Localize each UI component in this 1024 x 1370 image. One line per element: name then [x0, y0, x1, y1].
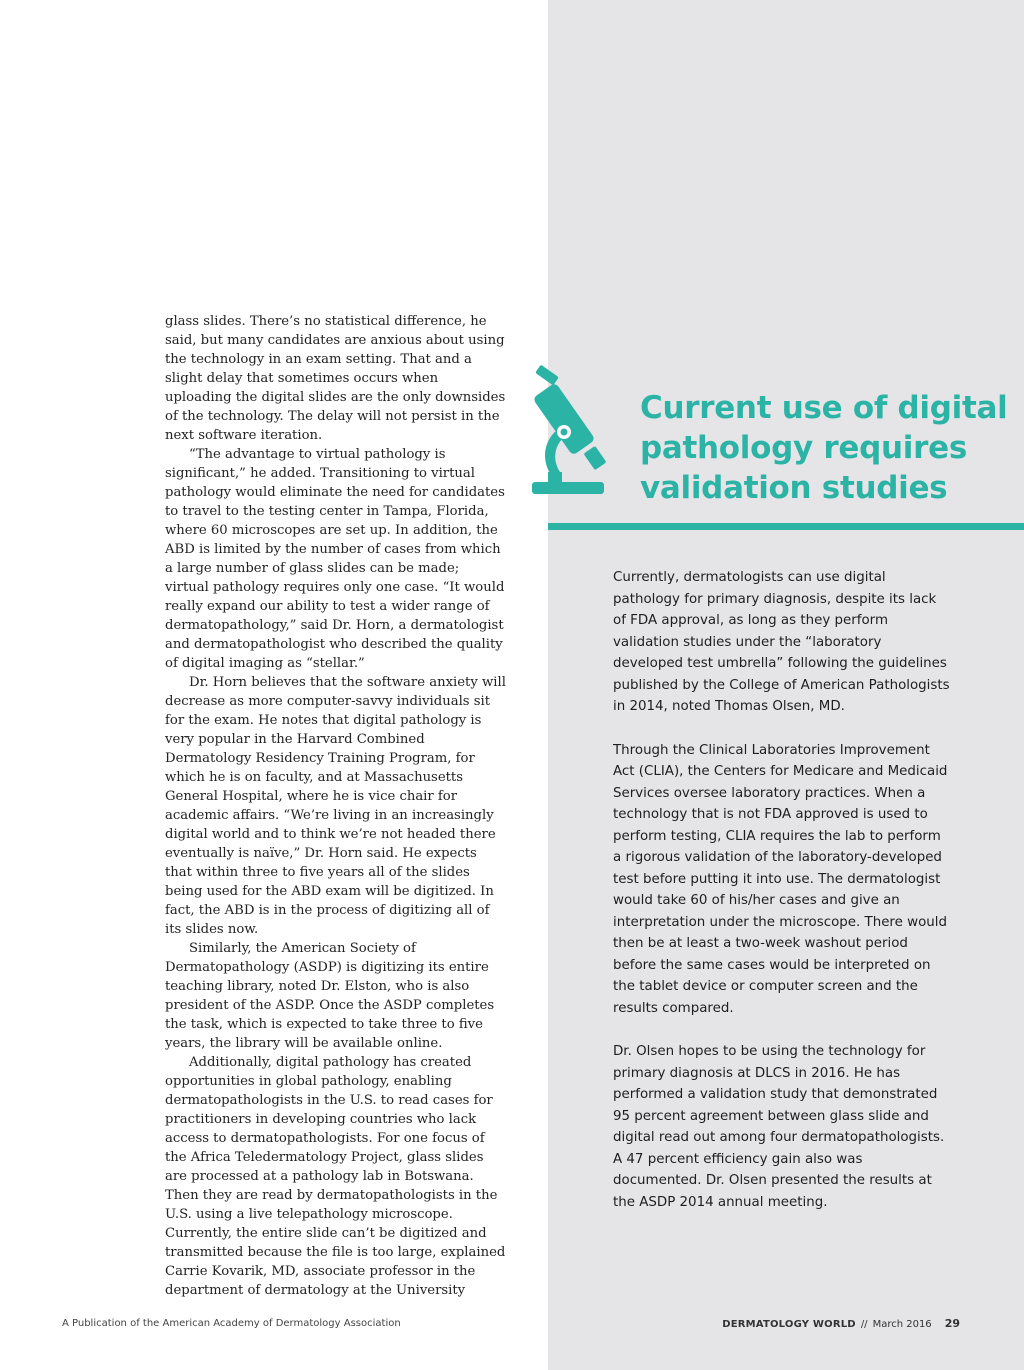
sidebar-paragraph: Dr. Olsen hopes to be using the technology for primary diagnosis at DLCS in 2016. He has performed a validation study that demonstrated 95 percent agreement between glass slide and digital read out among four dermatopathologists. A 47 percent efficiency gain also was documented. Dr. Olsen presented the results at the ASDP 2014 annual meeting.	[613, 1044, 945, 1210]
page-number: 29	[944, 1317, 960, 1330]
article-paragraph: Similarly, the American Society of Dermatopathology (ASDP) is digitizing its entire teaching library, noted Dr. Elston, who is also president of the ASDP. Once the ASDP completes the task, which is expected to take three to five years, the library will be available online.	[165, 941, 495, 1051]
article-paragraph: Additionally, digital pathology has created opportunities in global pathology, enabling dermatopathologists in the U.S. to read cases for practitioners in developing countries who lack access to dermatopathologists. For one focus of the Africa Teledermatology Project, glass slides are processed at a pathology lab in Botswana. Then they are read by dermatopathologists in the U.S. using a live telepathology microscope. Currently, the entire slide can’t be digitized and transmitted because the file is too large, explained Carrie Kovarik, MD, associate professor in the department of dermatology at the University	[165, 1055, 506, 1298]
article-paragraph: glass slides. There’s no statistical difference, he said, but many candidates are anxious about using the technology in an exam setting. That and a slight delay that sometimes occurs when uploading the digital slides are the only downsides of the technology. The delay will not persist in the next software iteration.	[165, 314, 506, 443]
sidebar-paragraph: Through the Clinical Laboratories Improvement Act (CLIA), the Centers for Medicare and Medicaid Services oversee laboratory practices. When a technology that is not FDA approved is used to perform testing, CLIA requires the lab to perform a rigorous validation of the laboratory-developed test before putting it into use. The dermatologist would take 60 of his/her cases and give an interpretation under the microscope. There would then be at least a two-week washout period before the same cases would be interpreted on the tablet device or computer screen and the results compared.	[613, 742, 948, 1016]
footer-separator: //	[860, 1319, 868, 1330]
article-paragraph: “The advantage to virtual pathology is significant,” he added. Transitioning to virtual pathology would eliminate the need for candidates to travel to the testing center in Tampa, Florida, where 60 microscopes are set up. In addition, the ABD is limited by the number of cases from which a large number of glass slides can be made; virtual pathology requires only one case. “It would really expand our ability to test a wider range of dermatopathology,” said Dr. Horn, a dermatologist and dermatopathologist who described the quality of digital imaging as “stellar.”	[165, 447, 505, 671]
article-paragraph: Dr. Horn believes that the software anxiety will decrease as more computer-savvy individuals sit for the exam. He notes that digital pathology is very popular in the Harvard Combined Dermatology Residency Training Program, for which he is on faculty, and at Massachusetts General Hospital, where he is vice chair for academic affairs. “We’re living in an increasingly digital world and to think we’re not headed there eventually is naïve,” Dr. Horn said. He expects that within three to five years all of the slides being used for the ABD exam will be digitized. In fact, the ABD is in the process of digitizing all of its slides now.	[165, 675, 506, 937]
issue-date: March 2016	[872, 1319, 932, 1330]
publication-credit: A Publication of the American Academy of Dermatology Association	[62, 1318, 401, 1329]
microscope-icon	[526, 364, 626, 500]
sidebar-title: Current use of digital pathology requires validation studies	[640, 390, 1008, 506]
sidebar-body	[613, 567, 953, 1235]
sidebar-paragraph: Currently, dermatologists can use digital pathology for primary diagnosis, despite its lack of FDA approval, as long as they perform validation studies under the “laboratory developed test umbrella” following the guidelines published by the College of American Pathologists in 2014, noted Thomas Olsen, MD.	[613, 570, 950, 714]
article-main-column	[165, 312, 507, 1300]
magazine-name: DERMATOLOGY WORLD	[722, 1319, 856, 1330]
page-footer	[722, 1317, 960, 1330]
title-rule	[548, 523, 1024, 530]
